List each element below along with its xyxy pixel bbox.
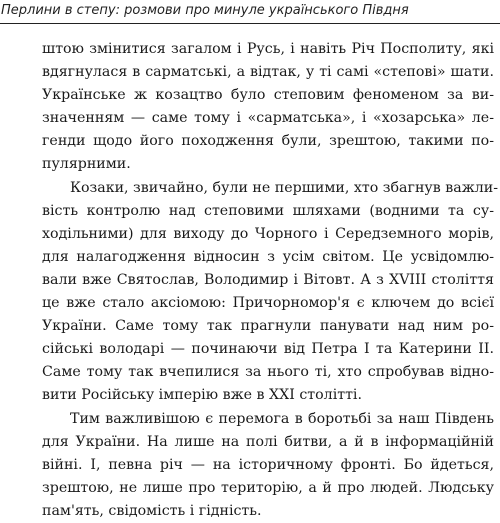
text-line: пам'ять, свідомість і гідність.	[42, 502, 262, 519]
text-line: вити Російську імперію вже в XXI столітті.	[42, 387, 362, 404]
text-line: вали вже Святослав, Володимир і Вітовт. А з XVIII століття	[42, 271, 494, 288]
text-line: Тим важливішою є перемога в боротьбі за наш Південь	[70, 410, 494, 427]
text-line: сійські володарі — починаючи від Петра I та Катерини II.	[42, 341, 494, 358]
text-line: штою змінитися загалом і Русь, і навіть Річ Посполиту, які	[42, 41, 494, 57]
text-line: зрештою, не лише про територію, а й про людей. Людську	[42, 479, 494, 496]
running-header: Перлини в степу: розмови про минуле українського Півдня	[0, 0, 500, 24]
text-line: для України. На лише на полі битви, а й в інформаційній	[42, 433, 494, 450]
text-line: це вже стало аксіомою: Причорномор'я є ключем до всієї	[42, 295, 494, 312]
text-line: війні. І, певна річ — на історичному фронті. Бо йдеться,	[42, 456, 494, 473]
text-line: ходільними) для виходу до Чорного і Середземного морів,	[42, 225, 494, 242]
text-line: значенням — саме тому і «сарматська», і «хозарська» ле-	[42, 110, 494, 127]
text-line: для налагодження відносин з усім світом. Це усвідомлю-	[42, 248, 494, 265]
text-line: пулярними.	[42, 156, 131, 173]
text-line: України. Саме тому так прагнули панувати над ним ро-	[42, 318, 494, 335]
text-line: вдягнулася в сарматські, а відтак, у ті самі «степові» шати.	[42, 64, 494, 81]
text-line: генди щодо його походження були, зрештою, такими по-	[42, 133, 494, 150]
text-line: вість контролю над степовими шляхами (водними та су-	[42, 202, 494, 219]
text-line: Саме тому так вчепилися за нього ті, хто спробував відно-	[42, 364, 494, 381]
text-line: Козаки, звичайно, були не першими, хто збагнув важли-	[70, 179, 499, 196]
text-line: Українське ж козацтво було степовим феноменом за ви-	[42, 87, 494, 104]
body-text	[42, 38, 499, 523]
